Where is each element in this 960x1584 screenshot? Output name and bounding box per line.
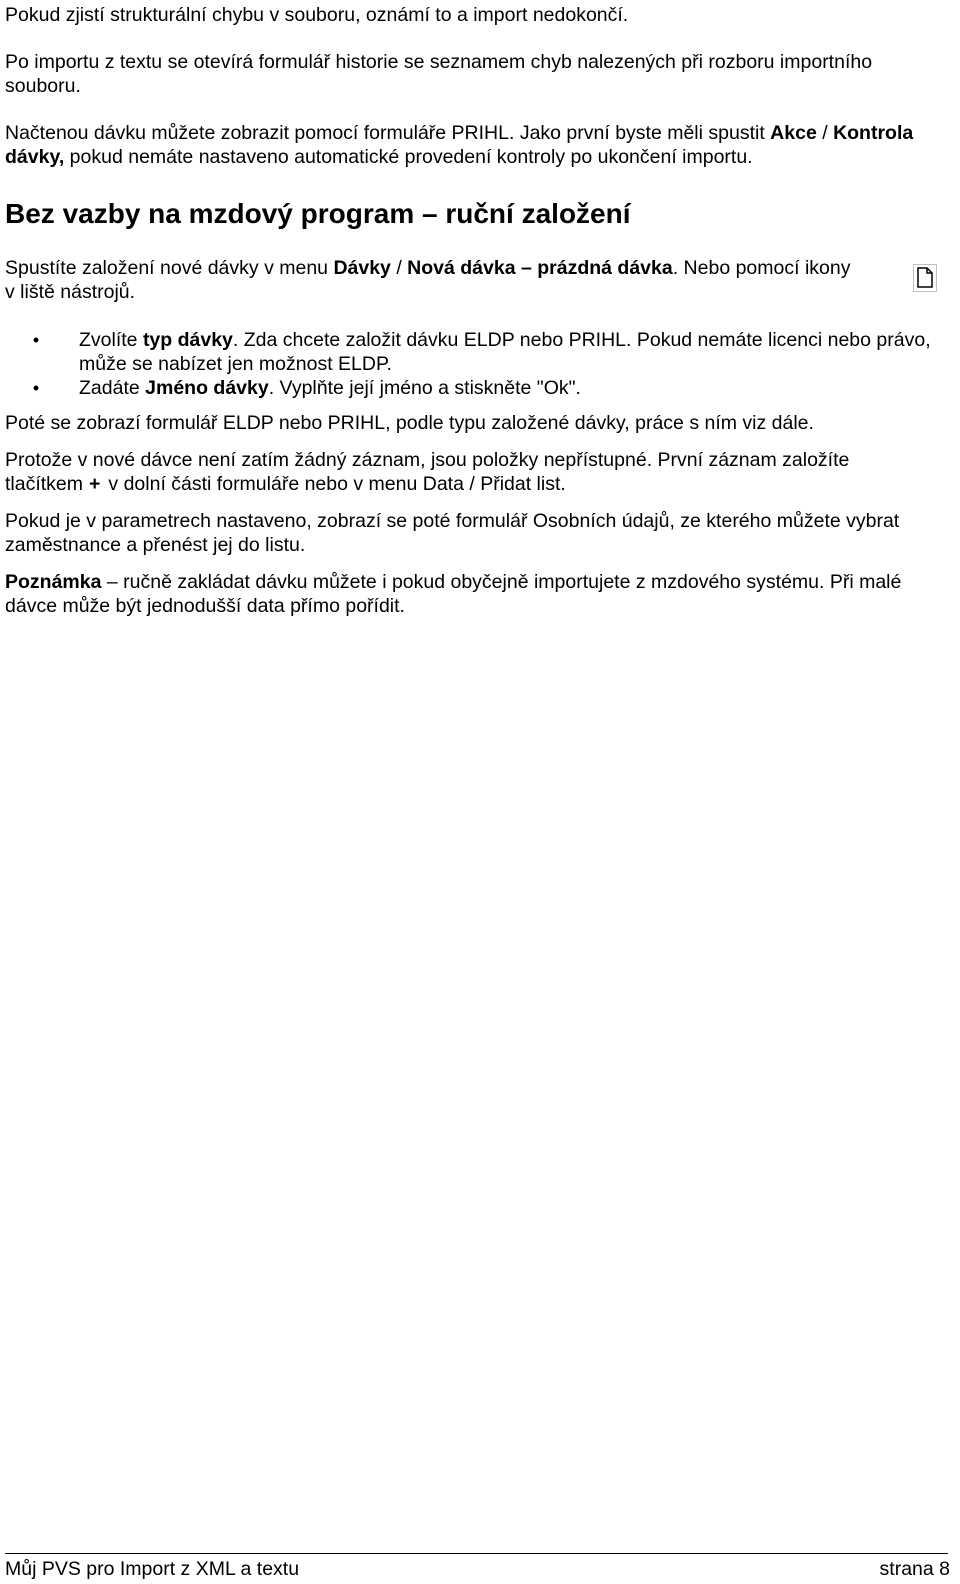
text-span: . Nebo pomocí ikony <box>672 257 851 279</box>
text-span: Jméno dávky <box>145 377 269 399</box>
text-span: pokud nemáte nastaveno automatické provedení kontroly po ukončení importu. <box>64 146 753 168</box>
paragraph-loaded-batch <box>5 121 950 169</box>
paragraph-new-batch <box>5 256 910 304</box>
list-item <box>5 376 950 400</box>
text-span: – ručně zakládat dávku můžete i pokud obyčejně importujete z mzdového systému. Při malé dávce může být jednodušší data přímo pořídit. <box>5 571 902 617</box>
text-span: Zvolíte <box>79 329 143 351</box>
text-span: typ dávky <box>142 329 233 351</box>
paragraph-form-shown: Poté se zobrazí formulář ELDP nebo PRIHL, podle typu založené dávky, práce s ním viz dále. <box>5 412 814 434</box>
add-record-plus-icon: + <box>89 473 101 495</box>
text-span: v liště nástrojů. <box>5 281 136 303</box>
text-span: . Vyplňte její jméno a stiskněte "Ok". <box>268 377 581 399</box>
text-span: Spustíte založení nové dávky v menu <box>5 257 334 279</box>
bullet-icon: • <box>32 378 40 398</box>
footer-title: Můj PVS pro Import z XML a textu <box>5 1558 300 1580</box>
menu-akce: Akce <box>770 122 817 144</box>
document-page <box>5 0 950 618</box>
bullet-icon: • <box>32 330 40 350</box>
text-span: . Zda chcete založit dávku ELDP nebo PRIHL. Pokud nemáte licenci nebo právo, může se nabízet jen možnost ELDP. <box>79 329 931 375</box>
text-span: / <box>390 257 408 279</box>
steps-list <box>5 328 950 400</box>
menu-nova-davka: Nová dávka – prázdná dávka <box>407 257 673 279</box>
menu-kontrola-davky: Kontrola dávky, <box>5 122 914 168</box>
menu-davky: Dávky <box>333 257 391 279</box>
text-span: Načtenou dávku můžete zobrazit pomocí formuláře PRIHL. Jako první byste měli spustit <box>5 122 771 144</box>
paragraph-structural-error: Pokud zjistí strukturální chybu v souboru, oznámí to a import nedokončí. <box>5 4 629 26</box>
text-span: v dolní části formuláře nebo v menu Data / Přidat list. <box>108 473 566 495</box>
section-heading: Bez vazby na mzdový program – ruční založení <box>5 198 631 229</box>
list-item <box>5 328 950 376</box>
text-span: / <box>816 122 834 144</box>
text-span: Protože v nové dávce není zatím žádný záznam, jsou položky nepřístupné. První záznam založíte tlačítkem <box>5 449 850 495</box>
text-span: Zadáte <box>79 377 146 399</box>
paragraph-empty-batch <box>5 448 930 496</box>
footer-page-number: strana 8 <box>879 1558 950 1580</box>
paragraph-import-history: Po importu z textu se otevírá formulář historie se seznamem chyb nalezených při rozboru importního souboru. <box>5 51 873 97</box>
note-label: Poznámka <box>5 571 102 593</box>
paragraph-personal-data: Pokud je v parametrech nastaveno, zobrazí se poté formulář Osobních údajů, ze kterého můžete vybrat zaměstnance a přenést jej do listu. <box>5 510 900 556</box>
footer-divider <box>5 1553 948 1554</box>
new-document-icon <box>913 264 937 292</box>
paragraph-note <box>5 570 920 618</box>
